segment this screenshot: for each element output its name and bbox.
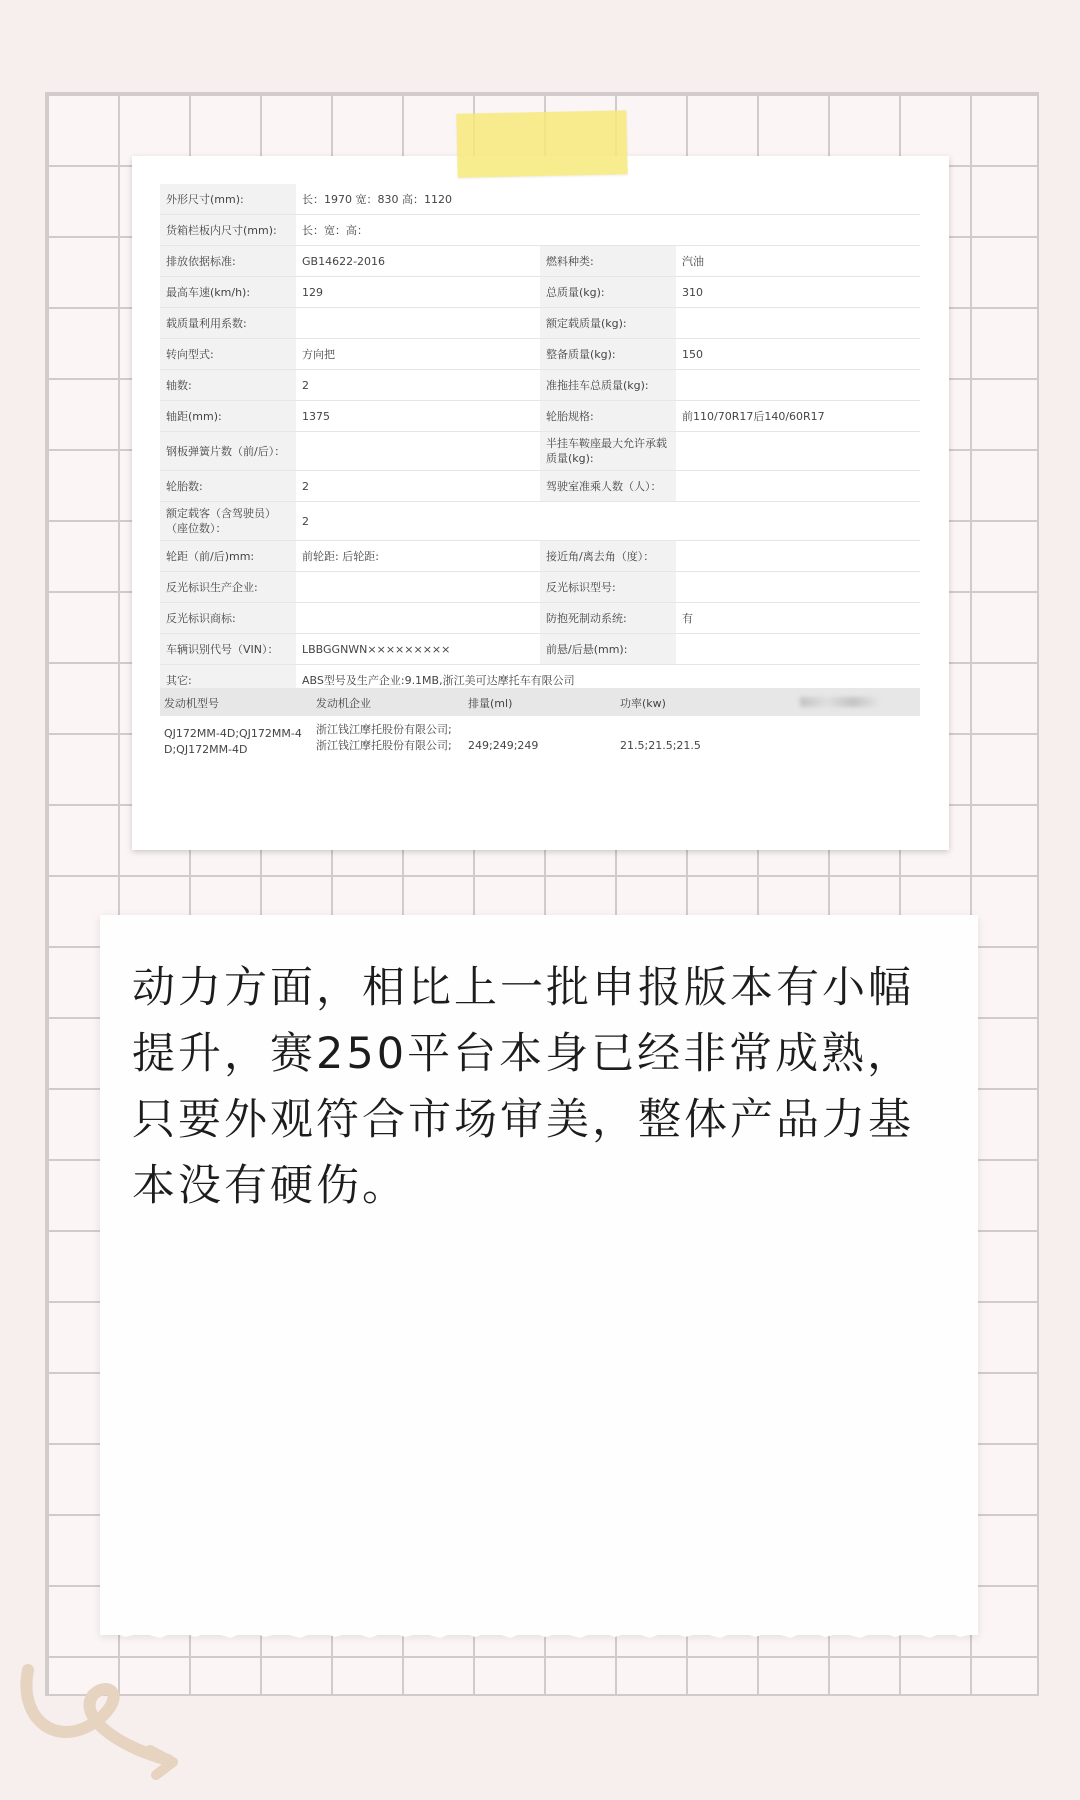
spec-value <box>676 541 920 572</box>
spec-row <box>160 215 920 246</box>
spec-value: LBBGGNWN××××××××× <box>296 634 540 665</box>
spec-label: 车辆识别代号（VIN）： <box>160 634 296 665</box>
spec-row <box>160 277 920 308</box>
spec-value: ABS型号及生产企业:9.1MB,浙江美可达摩托车有限公司 <box>296 665 920 696</box>
spec-label: 额定载客（含驾驶员）（座位数）： <box>160 502 296 541</box>
spec-label: 半挂车鞍座最大允许承载质量(kg): <box>540 432 676 471</box>
engine-table-row <box>160 722 920 766</box>
spec-value <box>676 471 920 502</box>
spec-row <box>160 401 920 432</box>
spec-row <box>160 603 920 634</box>
spec-label: 轮胎数: <box>160 471 296 502</box>
torn-paper-edge <box>100 1625 978 1645</box>
engine-company-line-2: 浙江钱江摩托股份有限公司; <box>316 739 452 752</box>
spec-value <box>676 432 920 471</box>
spec-label: 反光标识商标: <box>160 603 296 634</box>
engine-header-displacement: 排量(ml) <box>468 697 513 710</box>
spec-value <box>296 572 540 603</box>
engine-table-header <box>160 688 920 716</box>
spec-value: 长：宽：高： <box>296 215 920 246</box>
spec-value <box>676 572 920 603</box>
spec-label: 外形尺寸(mm): <box>160 184 296 215</box>
spec-value: 2 <box>296 370 540 401</box>
spec-label: 轴距(mm): <box>160 401 296 432</box>
spec-value: 方向把 <box>296 339 540 370</box>
spec-row <box>160 432 920 471</box>
spec-label: 钢板弹簧片数（前/后）： <box>160 432 296 471</box>
spec-label: 前悬/后悬(mm): <box>540 634 676 665</box>
spec-row <box>160 308 920 339</box>
spec-label: 货箱栏板内尺寸(mm): <box>160 215 296 246</box>
spec-value: GB14622-2016 <box>296 246 540 277</box>
spec-row <box>160 634 920 665</box>
spec-row <box>160 502 920 541</box>
spec-value: 2 <box>296 502 920 541</box>
spec-label: 反光标识生产企业: <box>160 572 296 603</box>
spec-value: 前110/70R17后140/60R17 <box>676 401 920 432</box>
spec-label: 轮距（前/后)mm: <box>160 541 296 572</box>
spec-label: 反光标识型号: <box>540 572 676 603</box>
spec-value: 129 <box>296 277 540 308</box>
spec-label: 燃料种类: <box>540 246 676 277</box>
spec-value: 1375 <box>296 401 540 432</box>
spec-row <box>160 471 920 502</box>
spec-row <box>160 541 920 572</box>
spec-value <box>296 308 540 339</box>
spec-label: 驾驶室准乘人数（人）： <box>540 471 676 502</box>
spec-label: 轮胎规格: <box>540 401 676 432</box>
vehicle-spec-document <box>132 156 949 850</box>
spec-value <box>676 370 920 401</box>
spec-label: 接近角/离去角（度）： <box>540 541 676 572</box>
spec-value: 150 <box>676 339 920 370</box>
engine-company-line-1: 浙江钱江摩托股份有限公司; <box>316 723 452 736</box>
spec-label: 其它: <box>160 665 296 696</box>
note-text: 动力方面，相比上一批申报版本有小幅提升，赛250平台本身已经非常成熟，只要外观符合市场审美，整体产品力基本没有硬伤。 <box>132 963 914 1211</box>
engine-company <box>316 722 466 754</box>
spec-row <box>160 370 920 401</box>
spec-label: 额定载质量(kg): <box>540 308 676 339</box>
spec-label: 防抱死制动系统: <box>540 603 676 634</box>
spec-label: 轴数: <box>160 370 296 401</box>
spec-row <box>160 184 920 215</box>
spec-value <box>296 432 540 471</box>
spec-row <box>160 246 920 277</box>
spec-value <box>676 634 920 665</box>
spec-label: 准拖挂车总质量(kg): <box>540 370 676 401</box>
engine-header-power: 功率(kw) <box>620 697 666 710</box>
note-card <box>100 915 978 1635</box>
spec-label: 转向型式: <box>160 339 296 370</box>
spec-value <box>296 603 540 634</box>
spec-row <box>160 339 920 370</box>
spec-label: 整备质量(kg): <box>540 339 676 370</box>
spec-value: 有 <box>676 603 920 634</box>
spec-label: 排放依据标准: <box>160 246 296 277</box>
spec-value <box>676 308 920 339</box>
spec-table <box>160 184 920 696</box>
spec-row <box>160 572 920 603</box>
washi-tape <box>456 110 627 178</box>
spec-value: 2 <box>296 471 540 502</box>
spec-value: 前轮距: 后轮距: <box>296 541 540 572</box>
spec-label: 载质量利用系数: <box>160 308 296 339</box>
spec-value: 310 <box>676 277 920 308</box>
engine-power: 21.5;21.5;21.5 <box>620 739 701 752</box>
engine-displacement: 249;249;249 <box>468 739 539 752</box>
spec-value: 汽油 <box>676 246 920 277</box>
redacted-header <box>800 697 880 707</box>
engine-model: QJ172MM-4D;QJ172MM-4D;QJ172MM-4D <box>164 727 302 756</box>
spec-value: 长：1970 宽：830 高：1120 <box>296 184 920 215</box>
spec-label: 最高车速(km/h): <box>160 277 296 308</box>
engine-header-company: 发动机企业 <box>316 697 371 710</box>
engine-header-model: 发动机型号 <box>164 697 219 710</box>
spec-label: 总质量(kg): <box>540 277 676 308</box>
decorative-swirl-arrow <box>18 1660 188 1780</box>
